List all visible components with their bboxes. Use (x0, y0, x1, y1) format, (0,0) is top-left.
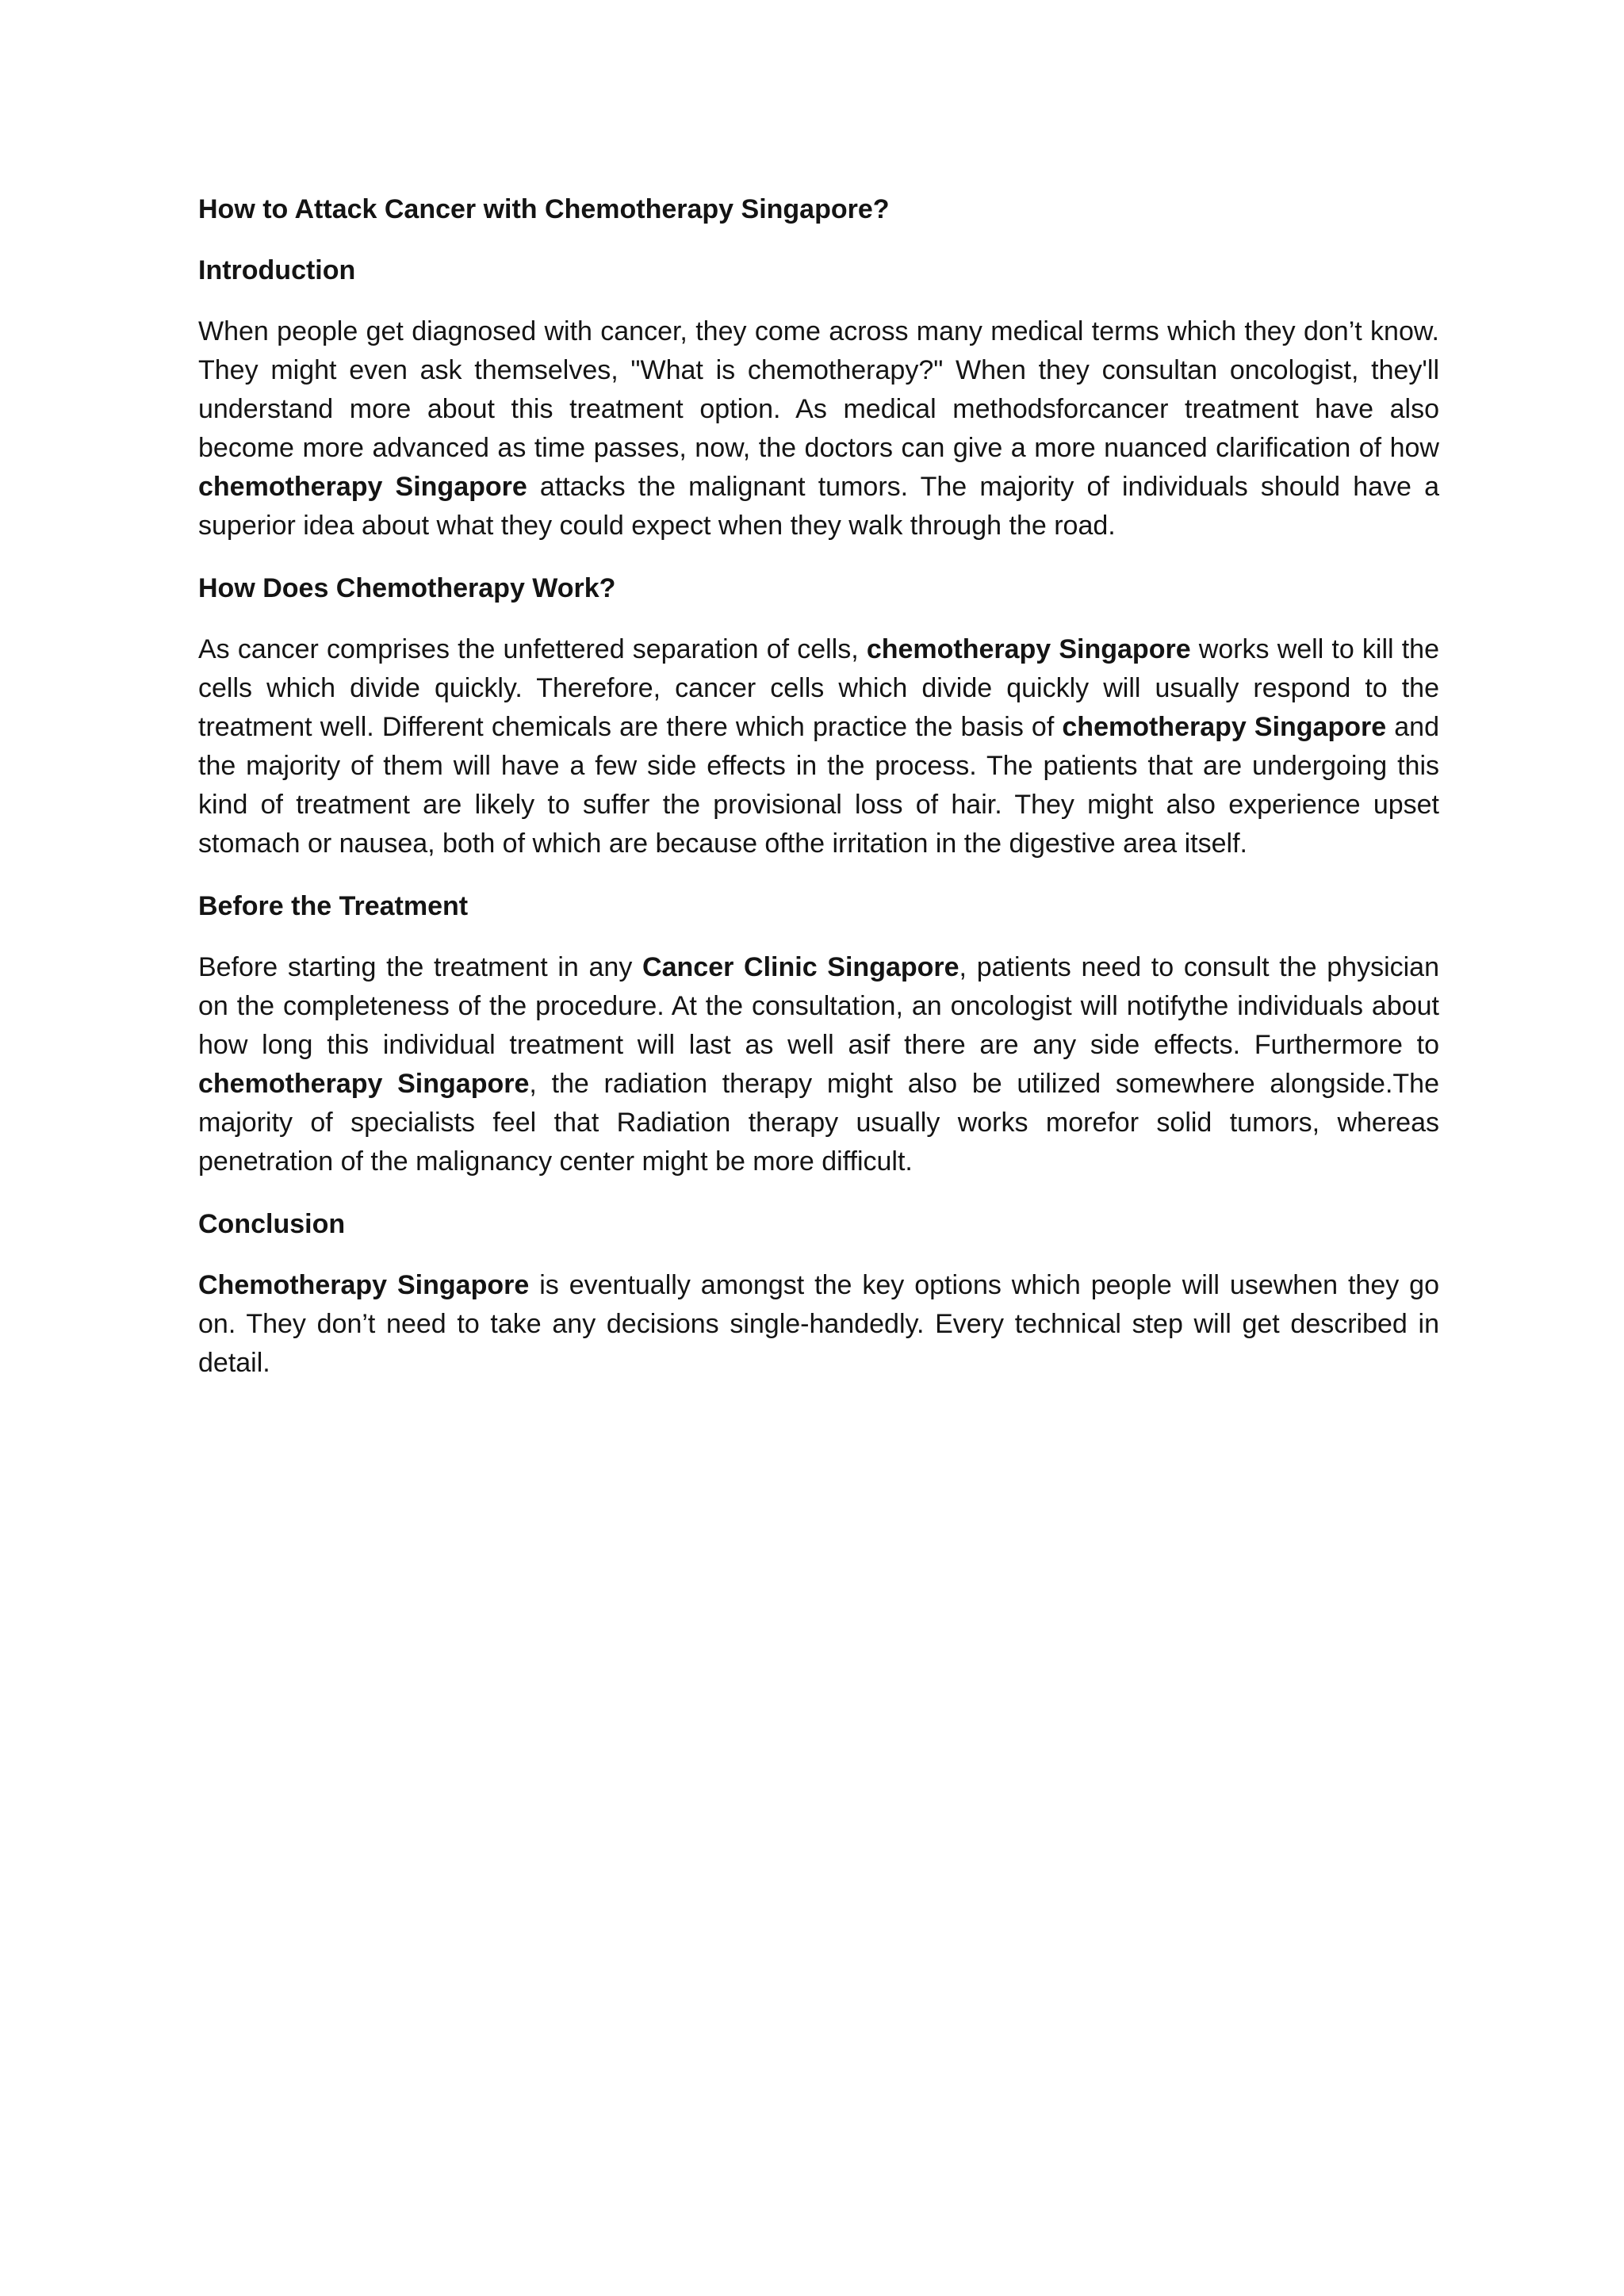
section-conclusion (198, 1205, 1439, 1383)
text-run: , the radiation therapy might also be utilized somewhere alongside.The majority of specialists feel that Radiation therapy usually works morefor solid tumors, whereas penetration of the malignancy center might be more difficult. (198, 1069, 1439, 1177)
section-heading: Before the Treatment (198, 891, 469, 921)
section-paragraph (198, 1266, 1439, 1383)
text-run: attacks the malignant tumors. The majority of individuals should have a superior idea about what they could expect when they walk through the road. (198, 472, 1439, 541)
document-body (198, 190, 1439, 1406)
bold-keyword: Chemotherapy Singapore (198, 1270, 530, 1300)
section-heading: Introduction (198, 255, 356, 285)
text-run: works well to kill the cells which divide quickly. Therefore, cancer cells which divide quickly will usually respond to the treatment well. Different chemicals are there which practice the basis of (198, 634, 1439, 742)
bold-keyword: Cancer Clinic Singapore (642, 952, 959, 982)
text-run: Before starting the treatment in any (198, 952, 643, 982)
text-run: and the majority of them will have a few side effects in the process. The patients that are undergoing this kind of treatment are likely to suffer the provisional loss of hair. They might also experience upset stomach or nausea, both of which are because ofthe irritation in the digestive area itself. (198, 712, 1439, 859)
text-run: , patients need to consult the physician on the completeness of the procedure. At the consultation, an oncologist will notifythe individuals about how long this individual treatment will last as well asif there are any side effects. Furthermore to (198, 952, 1440, 1060)
section-heading: How Does Chemotherapy Work? (198, 573, 616, 603)
text-run: is eventually amongst the key options which people will usewhen they go on. They don’t need to take any decisions single-handedly. Every technical step will get described in detail. (198, 1270, 1439, 1378)
bold-keyword: chemotherapy Singapore (1062, 712, 1387, 742)
section-paragraph (198, 630, 1439, 863)
bold-keyword: chemotherapy Singapore (866, 634, 1191, 664)
section-introduction (198, 251, 1439, 545)
section-heading: Conclusion (198, 1209, 346, 1239)
document-title: How to Attack Cancer with Chemotherapy Singapore? (198, 194, 890, 224)
text-run: When people get diagnosed with cancer, they come across many medical terms which they don’t know. They might even ask themselves, "What is chemotherapy?" When they consultan oncologist, they'll understand more about this treatment option. As medical methodsforcancer treatment have also become more advanced as time passes, now, the doctors can give a more nuanced clarification of how (198, 316, 1439, 463)
section-how-chemotherapy-works (198, 569, 1439, 863)
bold-keyword: chemotherapy Singapore (198, 1069, 530, 1099)
section-before-treatment (198, 887, 1439, 1181)
text-run: As cancer comprises the unfettered separation of cells, (198, 634, 867, 664)
section-paragraph (198, 948, 1439, 1181)
section-paragraph (198, 312, 1439, 545)
bold-keyword: chemotherapy Singapore (198, 472, 527, 502)
